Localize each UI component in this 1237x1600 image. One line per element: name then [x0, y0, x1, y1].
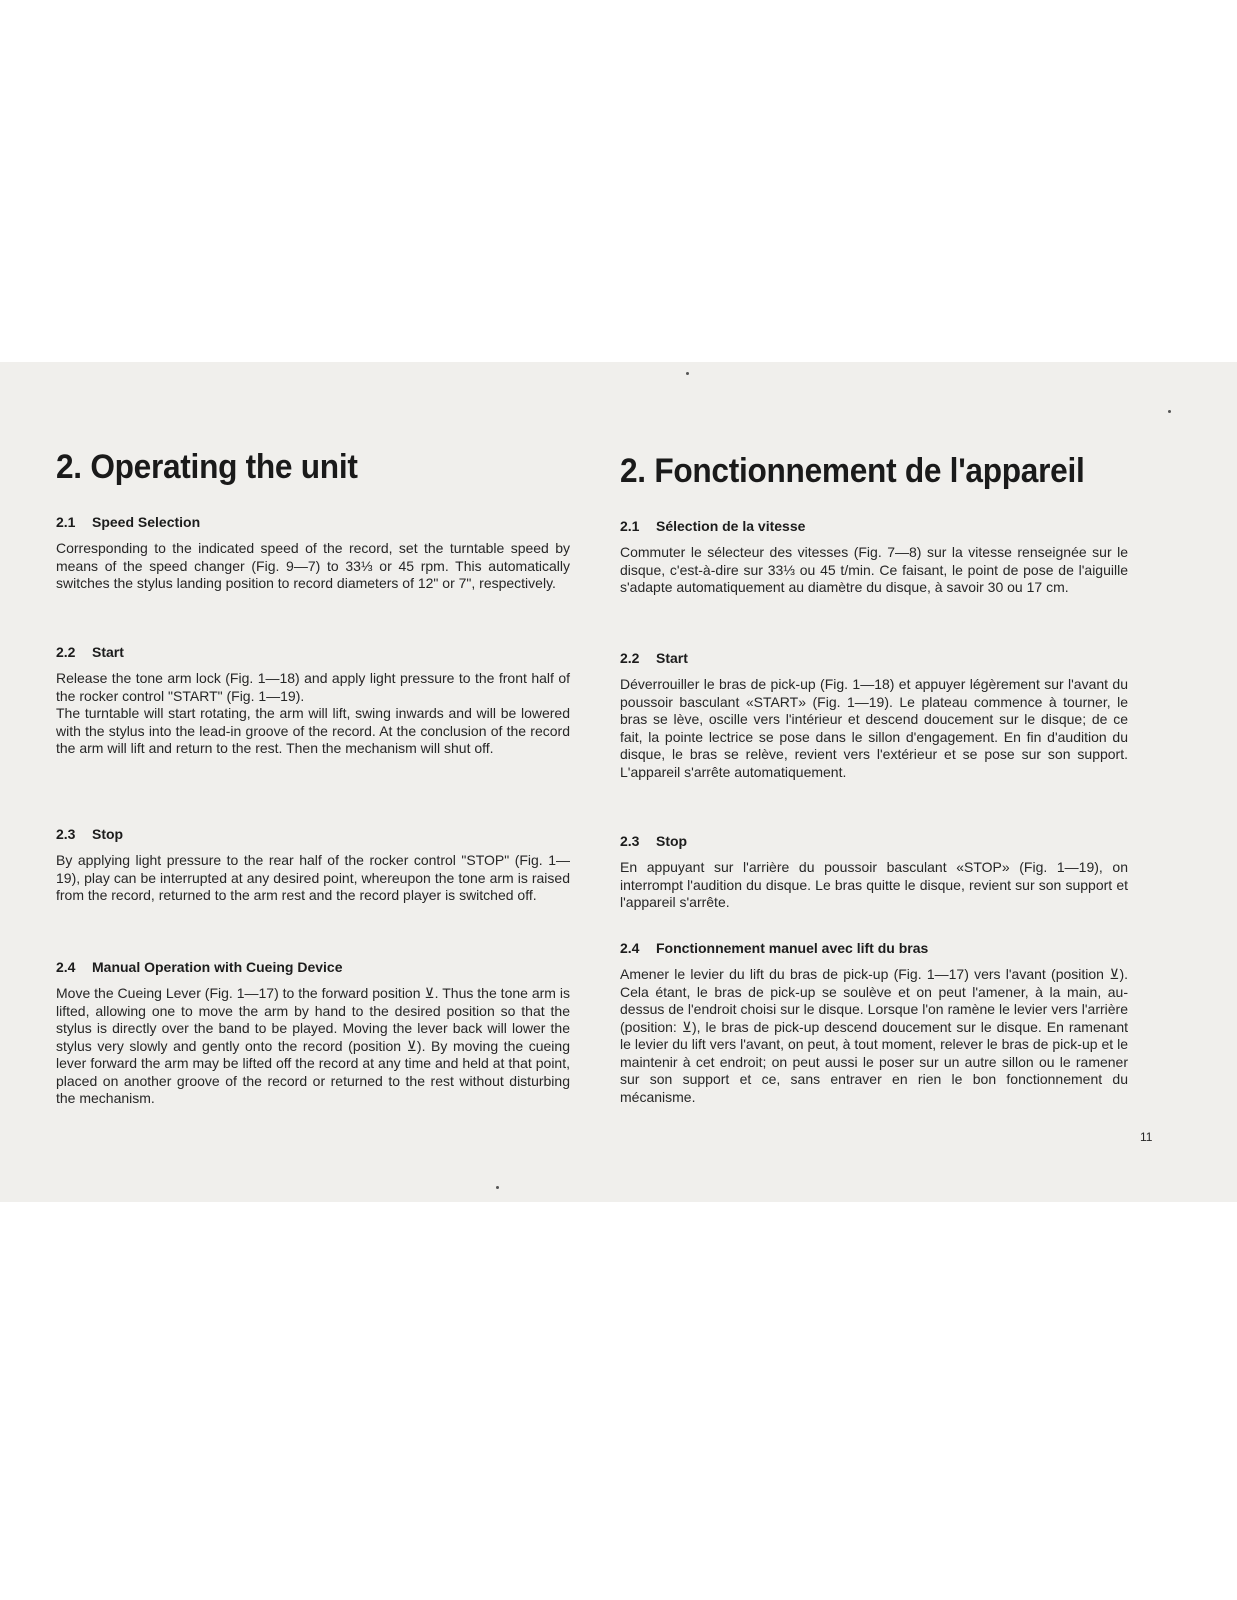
section-manual-operation: [56, 959, 570, 1108]
section-heading: 2.1 Sélection de la vitesse: [620, 518, 806, 534]
section-paragraph: Déverrouiller le bras de pick-up (Fig. 1—18) et appuyer légèrement sur l'avant du poussoir basculant «START» (Fig. 1—19). Le plateau commence à tourner, le bras se lève, oscille vers l'intérieur et descend doucement sur le disque; de ce fait, la pointe lectrice se pose dans le sillon d'engagement. En fin d'audition du disque, le bras se relève, revient vers l'extérieur et se pose sur son support. L'appareil s'arrête automatiquement.: [620, 676, 1128, 780]
scan-speck: [686, 372, 689, 375]
section-paragraph: Move the Cueing Lever (Fig. 1—17) to the forward position ⊻. Thus the tone arm is lifted, allowing one to move the arm by hand to the desired position so that the stylus is directly over the band to be played. Moving the lever back will lower the stylus very slowly and gently onto the record (position ⊻). By moving the cueing lever forward the arm may be lifted off the record at any time and held at that point, placed on another groove of the record or returned to the rest without disturbing the mechanism.: [56, 985, 570, 1106]
section-start: [620, 650, 1128, 781]
section-heading: 2.4 Manual Operation with Cueing Device: [56, 959, 343, 975]
scan-speck: [496, 1186, 499, 1189]
section-paragraph: By applying light pressure to the rear half of the rocker control "STOP" (Fig. 1—19), play can be interrupted at any desired point, whereupon the tone arm is raised from the record, returned to the arm rest and the record player is switched off.: [56, 852, 570, 903]
english-column: [56, 448, 570, 1106]
section-heading: 2.2 Start: [56, 644, 124, 660]
section-paragraph: Amener le levier du lift du bras de pick-up (Fig. 1—17) vers l'avant (position ⊻). Cela étant, le bras de pick-up se soulève et on peut l'amener, à la main, au-dessus de l'endroit choisi sur le disque. Lorsque l'on ramène le levier vers l'arrière (position: ⊻), le bras de pick-up descend doucement sur le disque. En ramenant le levier du lift vers l'avant, on peut, à tout moment, relever le bras de pick-up et le maintenir à cet endroit; on peut aussi le poser sur un autre sillon ou le ramener sur son support et ce, sans entraver en rien le bon fonctionnement du mécanisme.: [620, 966, 1128, 1105]
section-stop: [620, 833, 1128, 912]
section-heading: 2.3 Stop: [56, 826, 124, 842]
section-paragraph: Commuter le sélecteur des vitesses (Fig. 7—8) sur la vitesse renseignée sur le disque, c'est-à-dire sur 33⅓ ou 45 t/min. Ce faisant, le point de pose de l'aiguille s'adapte automatiquement au diamètre du disque, à savoir 30 ou 17 cm.: [620, 544, 1128, 595]
section-stop: [56, 826, 570, 905]
page-title-english: 2. Operating the unit: [56, 448, 358, 486]
section-speed-selection: [56, 514, 570, 593]
scan-speck: [1168, 410, 1171, 413]
section-heading: 2.3 Stop: [620, 833, 688, 849]
section-selection-vitesse: [620, 518, 1128, 597]
section-heading: 2.1 Speed Selection: [56, 514, 201, 530]
section-paragraph: En appuyant sur l'arrière du poussoir basculant «STOP» (Fig. 1—19), on interrompt l'audition du disque. Le bras quitte le disque, revient sur son support et l'appareil s'arrête.: [620, 859, 1128, 910]
page-number: 11: [1140, 1130, 1153, 1144]
section-paragraph: The turntable will start rotating, the arm will lift, swing inwards and will be lowered with the stylus into the lead-in groove of the record. At the conclusion of the record the arm will lift and return to the rest. Then the mechanism will shut off.: [56, 705, 570, 756]
section-fonctionnement-manuel: [620, 940, 1128, 1106]
section-paragraph: Corresponding to the indicated speed of the record, set the turntable speed by means of the speed changer (Fig. 9—7) to 33⅓ or 45 rpm. This automatically switches the stylus landing position to record diameters of 12" or 7", respectively.: [56, 540, 570, 591]
section-paragraph: Release the tone arm lock (Fig. 1—18) and apply light pressure to the front half of the rocker control "START" (Fig. 1—19).: [56, 670, 570, 704]
section-heading: 2.2 Start: [620, 650, 688, 666]
section-start: [56, 644, 570, 758]
page-title-french: 2. Fonctionnement de l'appareil: [620, 452, 1085, 490]
section-heading: 2.4 Fonctionnement manuel avec lift du bras: [620, 940, 929, 956]
french-column: [620, 452, 1128, 1105]
